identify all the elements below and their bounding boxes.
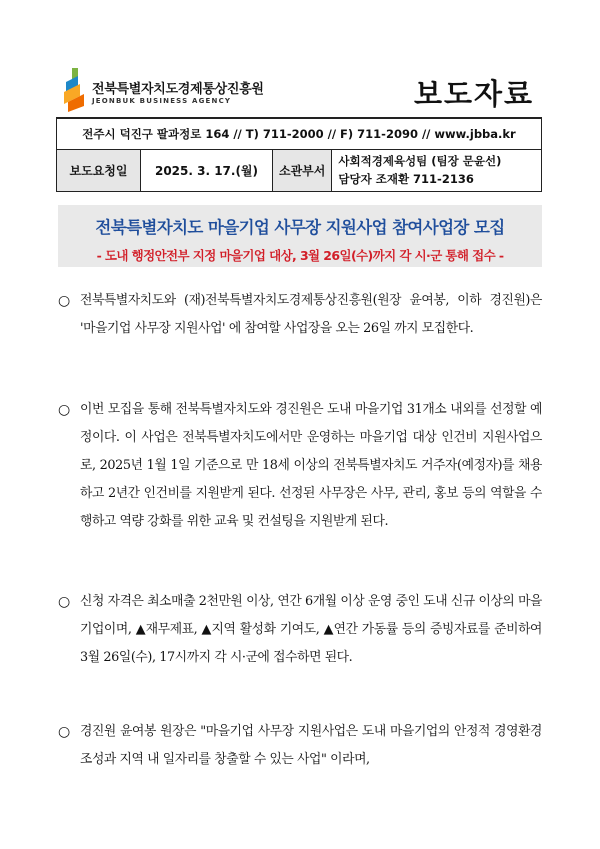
headline-box	[58, 205, 542, 267]
org-name-english: JEONBUK BUSINESS AGENCY	[92, 97, 232, 105]
paragraph-text: 전북특별자치도와 (재)전북특별자치도경제통상진흥원(원장 윤여봉, 이하 경진원)은 '마을기업 사무장 지원사업' 에 참여할 사업장을 오는 26일 까지 모집한다.	[80, 293, 542, 336]
bullet-circle-icon: ○	[58, 724, 71, 740]
paragraph-text: 이번 모집을 통해 전북특별자치도와 경진원은 도내 마을기업 31개소 내외를 선정할 예정이다. 이 사업은 전북특별자치도에서만 운영하는 마을기업 대상 인건비 지원사업으로, 2025년 1월 1일 기준으로 만 18세 이상의 전북특별자치도 거주자(예정자)를 채용하고 2년간 인건비를 지원받게 된다. 선정된 사무장은 사무, 관리, 홍보 등의 역할을 수행하고 역량 강화를 위한 교육 및 컨설팅을 지원받게 된다.	[80, 402, 542, 529]
press-info-table	[56, 117, 542, 192]
headline-title: 전북특별자치도 마을기업 사무장 지원사업 참여사업장 모집	[95, 218, 505, 237]
document-type-title: 보도자료	[413, 77, 534, 111]
org-name: 전북특별자치도경제통상진흥원	[92, 82, 264, 97]
department-person: 담당자 조재환 711-2136	[338, 172, 474, 186]
paragraph-text: 경진원 윤여봉 원장은 "마을기업 사무장 지원사업은 도내 마을기업의 안정적 경영환경 조성과 지역 내 일자리를 창출할 수 있는 사업" 이라며,	[80, 724, 542, 767]
page-header	[58, 66, 540, 118]
request-date-value: 2025. 3. 17.(월)	[141, 149, 273, 191]
contact-address-line: 전주시 덕진구 팔과정로 164 // T) 711-2000 // F) 711-2090 // www.jbba.kr	[57, 118, 542, 149]
bullet-circle-icon: ○	[58, 293, 71, 309]
department-contact	[332, 149, 542, 191]
body-paragraph	[58, 287, 542, 343]
bullet-circle-icon: ○	[58, 594, 71, 610]
department-team: 사회적경제육성팀 (팀장 문윤선)	[338, 154, 502, 168]
request-date-label: 보도요청일	[57, 149, 141, 191]
paragraph-text: 신청 자격은 최소매출 2천만원 이상, 연간 6개월 이상 운영 중인 도내 신규 이상의 마을기업이며, ▲재무제표, ▲지역 활성화 기여도, ▲연간 가동률 등의 증빙자료를 준비하여 3월 26일(수), 17시까지 각 시·군에 접수하면 된다.	[80, 594, 542, 665]
bullet-circle-icon: ○	[58, 402, 71, 418]
headline-subtitle: - 도내 행정안전부 지정 마을기업 대상, 3월 26일(수)까지 각 시·군 통해 접수 -	[96, 248, 504, 263]
body-paragraph	[58, 396, 542, 536]
body-paragraph	[58, 718, 542, 774]
body-paragraph	[58, 588, 542, 672]
department-label: 소관부서	[273, 149, 332, 191]
agency-logo-icon	[62, 68, 88, 112]
